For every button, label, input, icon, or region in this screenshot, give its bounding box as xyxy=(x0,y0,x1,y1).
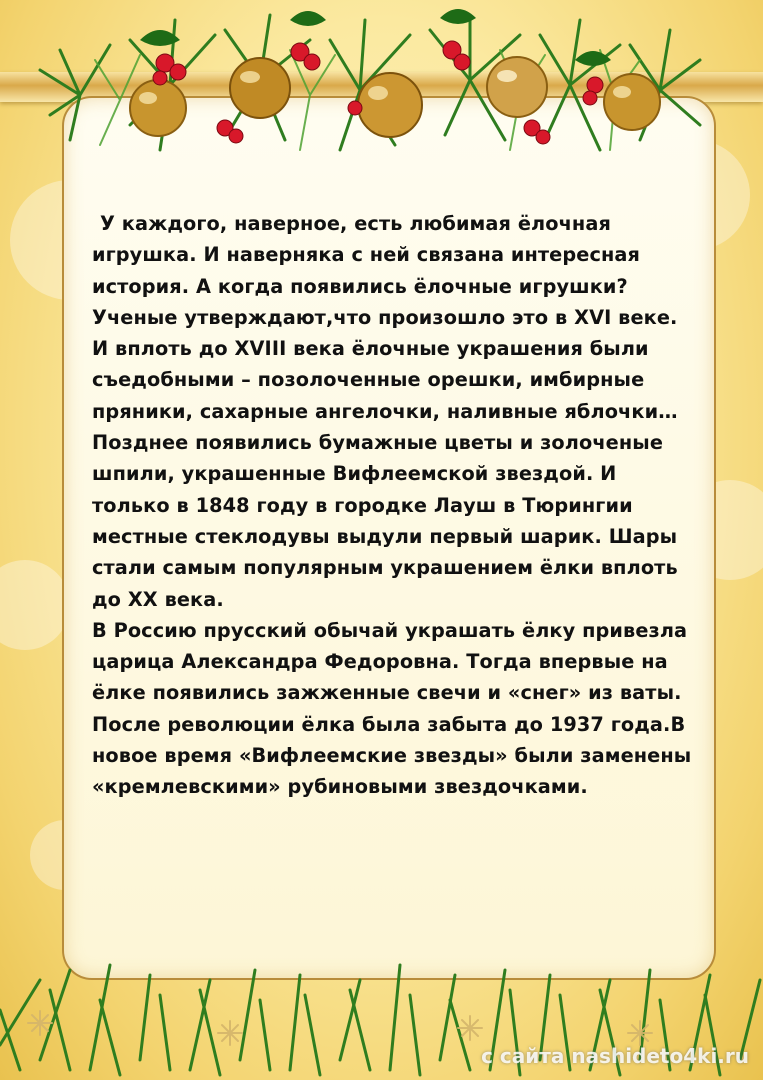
paragraph: В Россию прусский обычай украшать ёлку привезла царица Александра Федоровна. Тогда впервые на ёлке появились зажженные свечи и «снег» из ваты. После революции ёлка была забыта до 1937 года.В новое время «Вифлеемские звезды» были заменены «кремлевскими» рубиновыми звездочками. xyxy=(92,618,692,799)
christmas-garland-top xyxy=(0,0,763,175)
paragraph: У каждого, наверное, есть любимая ёлочная игрушка. И наверняка с ней связана интересная история. А когда появились ёлочные игрушки? Ученые утверждают,что произошло это в XVI веке. xyxy=(92,212,678,329)
site-watermark: с сайта nashideto4ki.ru xyxy=(481,1044,749,1068)
bokeh-light xyxy=(0,560,70,650)
gold-bauble-icon xyxy=(130,57,660,137)
paragraph: И вплоть до XVIII века ёлочные украшения были съедобными – позолоченные орешки, имбирные пряники, сахарные ангелочки, наливные яблочки…Позднее появились бумажные цветы и золоченые шпили, украшенные Вифлеемской звездой. И только в 1848 году в городке Лауш в Тюрингии местные стеклодувы выдули первый шарик. Шары стали самым популярным украшением ёлки вплоть до XX века. xyxy=(92,337,678,611)
story-text xyxy=(92,208,692,803)
